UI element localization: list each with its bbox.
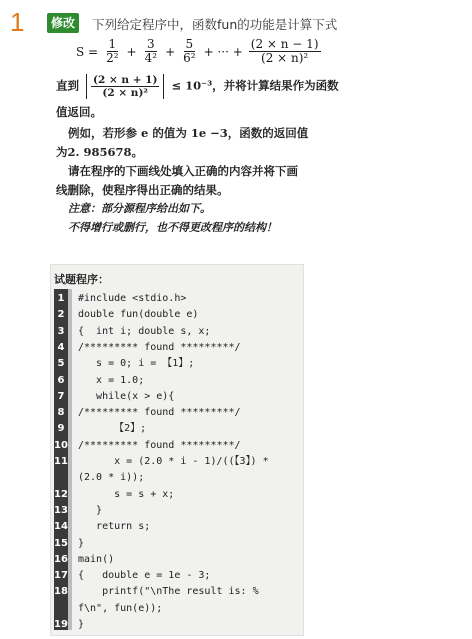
code-line <box>54 567 300 585</box>
code-text: } <box>78 504 103 516</box>
code-line <box>54 323 300 341</box>
code-line <box>54 469 300 487</box>
line-number: 5 <box>57 358 65 370</box>
series-formula <box>76 38 323 65</box>
code-line <box>54 372 300 390</box>
line-number: 16 <box>54 553 68 565</box>
code-line <box>54 339 300 357</box>
code-text: s = s + x; <box>78 488 175 500</box>
question-heading: 下列给定程序中，函数fun的功能是计算下式 <box>92 17 338 32</box>
code-title: 试题程序： <box>54 273 109 286</box>
abs-value-expression <box>86 74 164 99</box>
code-line <box>54 600 300 618</box>
term-2-den: 4² <box>144 51 158 65</box>
code-text: main() <box>78 553 115 565</box>
code-line <box>54 551 300 569</box>
instruction-line-2: 线删除，使程序得出正确的结果。 <box>56 183 229 197</box>
example-line-1: 例如，若形参 e 的值为 1e −3，函数的返回值 <box>68 126 309 140</box>
term-1-den: 2² <box>106 51 119 65</box>
code-line <box>54 290 300 308</box>
code-text: 【2】; <box>78 423 147 435</box>
line-number: 13 <box>54 504 68 516</box>
code-line <box>54 420 300 438</box>
term-3-num: 5 <box>185 37 194 51</box>
term-1-num: 1 <box>108 37 117 51</box>
code-line <box>54 355 300 373</box>
formula-term-1 <box>104 38 120 65</box>
line-number: 2 <box>57 309 65 321</box>
code-text: (2.0 * i)); <box>78 472 145 484</box>
formula-lhs: S = <box>76 44 99 59</box>
formula-term-2 <box>143 38 159 65</box>
note-no-structure-change: 不得增行或删行，也不得更改程序的结构！ <box>68 221 277 234</box>
question-number: 1 <box>10 7 25 37</box>
line-number: 7 <box>57 390 65 402</box>
code-line <box>54 502 300 520</box>
code-line <box>54 306 300 324</box>
code-text: { int i; double s, x; <box>78 325 211 337</box>
line-number: 17 <box>54 570 68 582</box>
plus-sign: + <box>165 44 176 59</box>
instruction-line-1: 请在程序的下画线处填入正确的内容并将下画 <box>68 164 298 178</box>
code-line <box>54 583 300 601</box>
condition-den: (2 × n)² <box>102 87 149 99</box>
line-number: 18 <box>54 586 68 598</box>
code-line <box>54 437 300 455</box>
code-line <box>54 535 300 553</box>
code-text: double fun(double e) <box>78 309 199 321</box>
code-text: { double e = 1e - 3; <box>78 570 211 582</box>
line-number: 3 <box>57 325 65 337</box>
line-number: 19 <box>54 619 68 630</box>
code-line <box>54 486 300 504</box>
condition-suffix: ≤ 10⁻³，并将计算结果作为函数 <box>171 78 339 93</box>
line-number: 15 <box>54 537 68 549</box>
condition-prefix: 直到 <box>56 78 79 93</box>
code-text: } <box>78 619 85 630</box>
code-line <box>54 616 300 634</box>
line-number: 8 <box>57 407 65 419</box>
condition-line-2: 值返回。 <box>56 105 102 119</box>
line-number: 6 <box>57 374 65 386</box>
line-number: 12 <box>54 488 68 500</box>
code-line <box>54 388 300 406</box>
code-text: printf("\nThe result is: % <box>78 586 259 598</box>
code-text: x = (2.0 * i - 1)/((【3】) * <box>78 456 269 467</box>
line-number: 11 <box>54 456 68 467</box>
formula-ellipsis: + ··· + <box>203 44 243 59</box>
condition-fraction <box>91 74 159 99</box>
code-line <box>54 453 300 471</box>
code-text: x = 1.0; <box>78 374 145 386</box>
code-text: return s; <box>78 521 151 533</box>
example-line-2: 为2. 985678。 <box>56 145 144 159</box>
note-partial-source: 注意：部分源程序给出如下。 <box>68 202 211 215</box>
modify-badge: 修改 <box>47 13 79 33</box>
line-number: 4 <box>57 341 65 353</box>
line-number: 9 <box>57 423 65 435</box>
code-text: /********* found *********/ <box>78 407 241 419</box>
code-text: s = 0; i = 【1】; <box>78 358 195 370</box>
code-line <box>54 518 300 536</box>
code-text: #include <stdio.h> <box>78 293 187 304</box>
line-number: 10 <box>54 439 68 451</box>
code-line <box>54 404 300 422</box>
formula-last-term <box>249 38 321 65</box>
code-text: /********* found *********/ <box>78 341 241 353</box>
line-number: 1 <box>57 293 65 304</box>
code-text: f\n", fun(e)); <box>78 602 163 614</box>
condition-num: (2 × n + 1) <box>93 74 158 86</box>
condition-paragraph <box>56 74 346 99</box>
term-3-den: 6² <box>183 51 196 65</box>
plus-sign: + <box>126 44 137 59</box>
line-number: 14 <box>54 521 68 533</box>
code-text: while(x > e){ <box>78 390 175 402</box>
last-term-den: (2 × n)² <box>261 51 309 65</box>
code-text: } <box>78 537 85 549</box>
code-text: /********* found *********/ <box>78 439 241 451</box>
formula-term-3 <box>181 38 197 65</box>
last-term-num: (2 × n − 1) <box>250 37 319 51</box>
term-2-num: 3 <box>147 37 155 51</box>
